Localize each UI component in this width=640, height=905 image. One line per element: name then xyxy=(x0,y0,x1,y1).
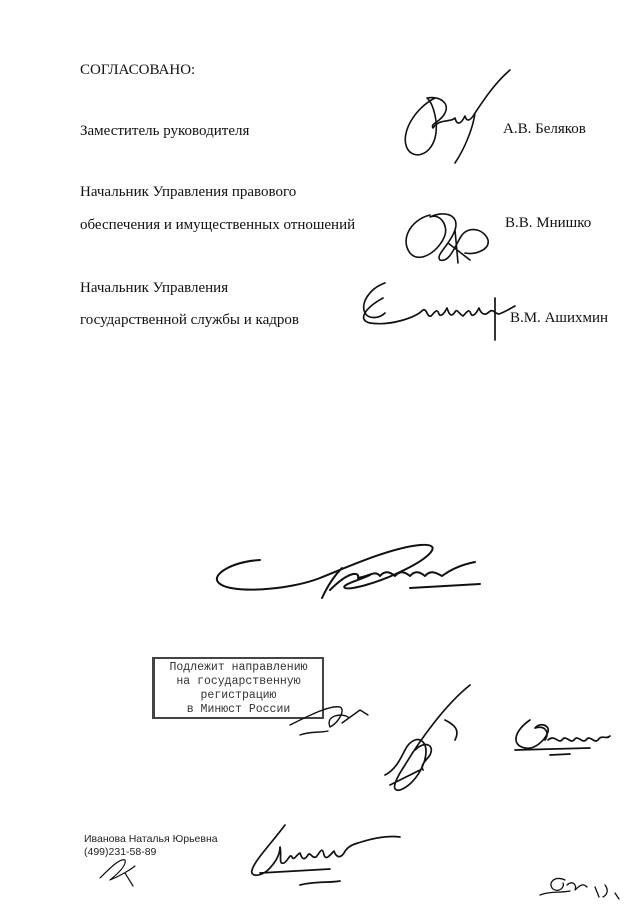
signature-stamp xyxy=(280,695,390,740)
signature-belyakov xyxy=(395,68,515,168)
position-legal-dept-line1: Начальник Управления правового xyxy=(80,184,297,200)
signatory-name-belyakov: А.В. Беляков xyxy=(503,121,586,137)
signature-mnishko xyxy=(400,205,500,270)
position-legal-dept-line2: обеспечения и имущественных отношений xyxy=(80,217,356,233)
stamp-line-3: регистрацию xyxy=(200,689,277,702)
signatory-name-ashikhmin: В.М. Ашихмин xyxy=(510,310,609,326)
approval-heading: СОГЛАСОВАНО: xyxy=(80,62,196,78)
signatory-name-mnishko: В.В. Мнишко xyxy=(505,215,592,231)
stamp-line-2: на государственную xyxy=(176,675,301,688)
stamp-line-4: в Минюст России xyxy=(186,703,291,716)
signature-ashikhmin xyxy=(355,278,525,343)
position-civil-service-line2: государственной службы и кадров xyxy=(80,312,299,328)
position-civil-service-line1: Начальник Управления xyxy=(80,280,229,296)
position-deputy-head: Заместитель руководителя xyxy=(80,123,250,139)
signature-right xyxy=(510,710,630,760)
executor-phone: (499)231-58-89 xyxy=(84,846,157,858)
signature-lower-middle xyxy=(375,680,495,800)
signature-center xyxy=(210,540,490,610)
signature-bottom-right xyxy=(535,865,635,905)
signature-bottom xyxy=(240,815,420,895)
initial-mark xyxy=(95,848,145,888)
executor-name: Иванова Наталья Юрьевна xyxy=(84,833,218,845)
stamp-line-1: Подлежит направлению xyxy=(169,661,308,674)
